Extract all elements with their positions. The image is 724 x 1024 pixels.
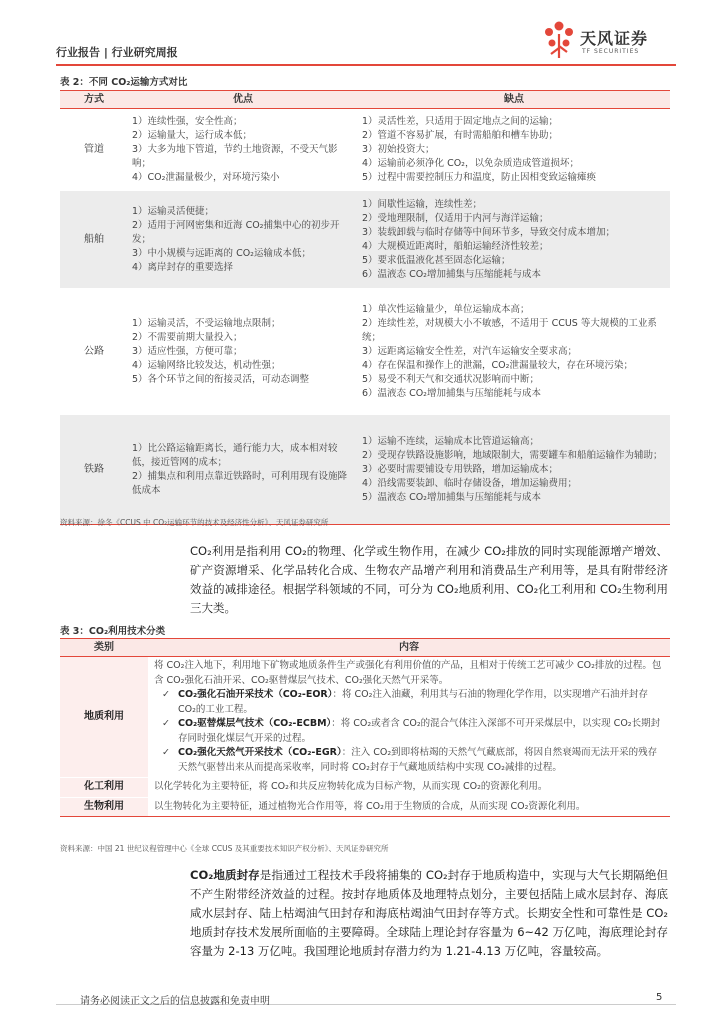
- cons-item: 3）必要时需要铺设专用铁路，增加运输成本；: [362, 463, 559, 475]
- page-header: [56, 18, 676, 66]
- cons-item: 4）沿线需要装卸、临时存储设备，增加运输费用；: [362, 477, 578, 489]
- table2-caption: 表 2：不同 CO₂运输方式对比: [60, 77, 188, 88]
- cons-item: 2）管道不容易扩展，有时需船舶和槽车协助；: [362, 129, 559, 141]
- col-header-content: 内容: [148, 639, 670, 657]
- checkmark-icon: ✓: [162, 747, 170, 758]
- cons-cell: [358, 109, 670, 191]
- col-header-pros: 优点: [128, 91, 358, 109]
- transport-comparison-table: [60, 90, 670, 525]
- table-row: [60, 797, 670, 817]
- col-header-category: 类别: [60, 639, 148, 657]
- disclaimer: 请务必阅读正文之后的信息披露和免责申明: [80, 996, 270, 1007]
- cons-item: 3）装载卸载与临时存储等中间环节多，导致交付成本增加；: [362, 226, 616, 238]
- utilization-classification-table: [60, 638, 670, 817]
- pros-cell: [128, 191, 358, 289]
- mode-cell: 公路: [60, 289, 128, 415]
- cons-item: 3）远距离运输安全性差，对汽车运输安全要求高；: [362, 345, 578, 357]
- mode-cell: 船舶: [60, 191, 128, 289]
- pros-item: 1）连续性强，安全性高；: [132, 115, 243, 127]
- page-number: 5: [656, 992, 663, 1003]
- flower-logo-icon: [540, 18, 578, 60]
- content-cell: 以化学转化为主要特征，将 CO₂和共反应物转化成为目标产物，从而实现 CO₂的资源化利用。: [148, 778, 670, 798]
- table3-caption: 表 3：CO₂利用技术分类: [60, 626, 166, 637]
- term-description: ：将 CO₂或者含 CO₂的混合气体注入深部不可开采煤层中，以实现 CO₂长期封存同时强化煤层气开采的过程。: [178, 718, 661, 744]
- logo-name: 天风证券: [580, 29, 649, 48]
- content-intro: 将 CO₂注入地下，利用地下矿物或地质条件生产或强化有利用价值的产品，且相对于传统工艺可减少 CO₂排放的过程。包含 CO₂强化石油开采、CO₂驱替煤层气技术、CO₂强化天然气开采等。: [154, 660, 662, 686]
- content-cell: 以生物转化为主要特征，通过植物光合作用等，将 CO₂用于生物质的合成，从而实现 CO₂资源化利用。: [148, 797, 670, 817]
- header-rule: [56, 64, 676, 66]
- logo-subtitle: TF SECURITIES: [582, 48, 640, 55]
- col-header-mode: 方式: [60, 91, 128, 109]
- table-row: [60, 415, 670, 525]
- pros-item: 4）运输网络比较发达，机动性强；: [132, 359, 281, 371]
- pros-item: 4）CO₂泄漏量极少，对环境污染小: [132, 171, 280, 183]
- cons-item: 1）间歇性运输，连续性差；: [362, 198, 483, 210]
- pros-cell: [128, 415, 358, 525]
- cons-item: 1）灵活性差，只适用于固定地点之间的运输；: [362, 115, 559, 127]
- report-type: 行业报告 | 行业研究周报: [56, 46, 178, 59]
- table-row: [60, 778, 670, 798]
- table-row: [60, 289, 670, 415]
- cons-item: 5）易受不利天气和交通状况影响而中断；: [362, 373, 540, 385]
- category-cell: 化工利用: [60, 778, 148, 798]
- cons-item: 2）受地理限制，仅适用于内河与海洋运输；: [362, 212, 549, 224]
- pros-item: 3）中小规模与远距离的 CO₂运输成本低；: [132, 247, 311, 259]
- pros-item: 2）适用于河网密集和近海 CO₂捕集中心的初步开发；: [132, 219, 340, 245]
- pros-item: 2）不需要前期大量投入；: [132, 331, 243, 343]
- cons-cell: [358, 415, 670, 525]
- cons-item: 4）大规模近距离时，船舶运输经济性较差；: [362, 240, 549, 252]
- cons-item: 6）温液态 CO₂增加捕集与压缩能耗与成本: [362, 387, 541, 399]
- cons-item: 3）初始投资大；: [362, 143, 435, 155]
- table-row: [60, 109, 670, 191]
- pros-item: 3）适应性强，方便可靠；: [132, 345, 243, 357]
- paragraph-text: 是指通过工程技术手段将捕集的 CO₂封存于地质构造中，实现与大气长期隔绝但不产生附带经济效益的过程。按封存地质体及地理特点划分，主要包括陆上咸水层封存、海底咸水层封存、陆上枯竭油气田封存和海底枯竭油气田封存等方式。长期安全性和可靠性是 CO₂地质封存技术发展所面临的主要障碍。全球陆上理论封存容量为 6~42 万亿吨，海底理论封存容量为 2-13 万亿吨。我国理论地质封存潜力约为 1.21-4.13 万亿吨，容量较高。: [190, 868, 669, 958]
- company-logo: [536, 18, 676, 62]
- term-description: ：将 CO₂注入油藏，利用其与石油的物理化学作用，以实现增产石油并封存 CO₂的工业工程。: [178, 689, 648, 715]
- term: CO₂强化天然气开采技术（CO₂-EGR）: [178, 747, 342, 758]
- mode-cell: 管道: [60, 109, 128, 191]
- cons-item: 1）运输不连续，运输成本比管道运输高；: [362, 435, 540, 447]
- cons-cell: [358, 191, 670, 289]
- pros-cell: [128, 289, 358, 415]
- cons-item: 2）连续性差，对规模大小不敏感，不适用于 CCUS 等大规模的工业系统；: [362, 317, 657, 343]
- term-description: ：注入 CO₂到即将枯竭的天然气气藏底部，将因自然衰竭而无法开采的残存天然气驱替出来从而提高采收率，同时将 CO₂封存于气藏地质结构中实现 CO₂减排的过程。: [178, 747, 658, 773]
- cons-item: 4）存在保温和操作上的泄漏，CO₂泄漏量较大，存在环境污染；: [362, 359, 633, 371]
- cons-item: 2）受现存铁路设施影响，地域限制大，需要罐车和船舶运输作为辅助；: [362, 449, 663, 461]
- cons-item: 6）温液态 CO₂增加捕集与压缩能耗与成本: [362, 268, 541, 280]
- paragraph-co2-utilization: CO₂利用是指利用 CO₂的物理、化学或生物作用，在减少 CO₂排放的同时实现能源增产增效、矿产资源增采、化学品转化合成、生物农产品增产利用和消费品生产利用等，是具有附带经济效益的减排途径。根据学科领域的不同，可分为 CO₂地质利用、CO₂化工利用和 CO₂生物利用三大类。: [190, 544, 668, 615]
- term: CO₂强化石油开采技术（CO₂-EOR）: [178, 689, 333, 700]
- pros-cell: [128, 109, 358, 191]
- cons-item: 5）温液态 CO₂增加捕集与压缩能耗与成本: [362, 491, 541, 503]
- list-item: [154, 746, 664, 775]
- cons-item: 5）要求低温液化甚至固态化运输；: [362, 254, 511, 266]
- paragraph-geological-storage: [190, 866, 668, 961]
- cons-item: 5）过程中需要控制压力和温度，防止因相变致运输瘫痪: [362, 171, 597, 183]
- table-row: [60, 657, 670, 778]
- col-header-cons: 缺点: [358, 91, 670, 109]
- pros-item: 5）各个环节之间的衔接灵活，可动态调整: [132, 373, 310, 385]
- list-item: [154, 717, 664, 746]
- cons-item: 4）运输前必须净化 CO₂，以免杂质造成管道损坏；: [362, 157, 579, 169]
- content-cell: [148, 657, 670, 778]
- term-geological-storage: CO₂地质封存: [190, 868, 260, 882]
- cons-item: 1）单次性运输量少，单位运输成本高；: [362, 303, 530, 315]
- table3-source: 资料来源：中国 21 世纪议程管理中心《全球 CCUS 及其重要技术知识产权分析》、天风证券研究所: [60, 844, 389, 853]
- category-cell: 生物利用: [60, 797, 148, 817]
- pros-item: 2）捕集点和利用点靠近铁路时，可利用现有设施降低成本: [132, 470, 348, 496]
- list-item: [154, 688, 664, 717]
- checkmark-icon: ✓: [162, 718, 170, 729]
- cons-cell: [358, 289, 670, 415]
- mode-cell: 铁路: [60, 415, 128, 525]
- table-row: [60, 191, 670, 289]
- pros-item: 3）大多为地下管道，节约土地资源，不受天气影响；: [132, 143, 338, 169]
- checkmark-icon: ✓: [162, 689, 170, 700]
- pros-item: 1）运输灵活，不受运输地点限制；: [132, 317, 281, 329]
- pros-item: 2）运输量大，运行成本低；: [132, 129, 253, 141]
- pros-item: 1）运输灵活便捷；: [132, 205, 215, 217]
- table2-source: 资料来源：徐冬《CCUS 中 CO₂运输环节的技术及经济性分析》、天风证券研究所: [60, 518, 329, 527]
- pros-item: 1）比公路运输距离长，通行能力大，成本相对较低，接近管网的成本；: [132, 442, 338, 468]
- pros-item: 4）离岸封存的重要选择: [132, 261, 234, 273]
- category-cell: 地质利用: [60, 657, 148, 778]
- term: CO₂驱替煤层气技术（CO₂-ECBM）: [178, 718, 332, 729]
